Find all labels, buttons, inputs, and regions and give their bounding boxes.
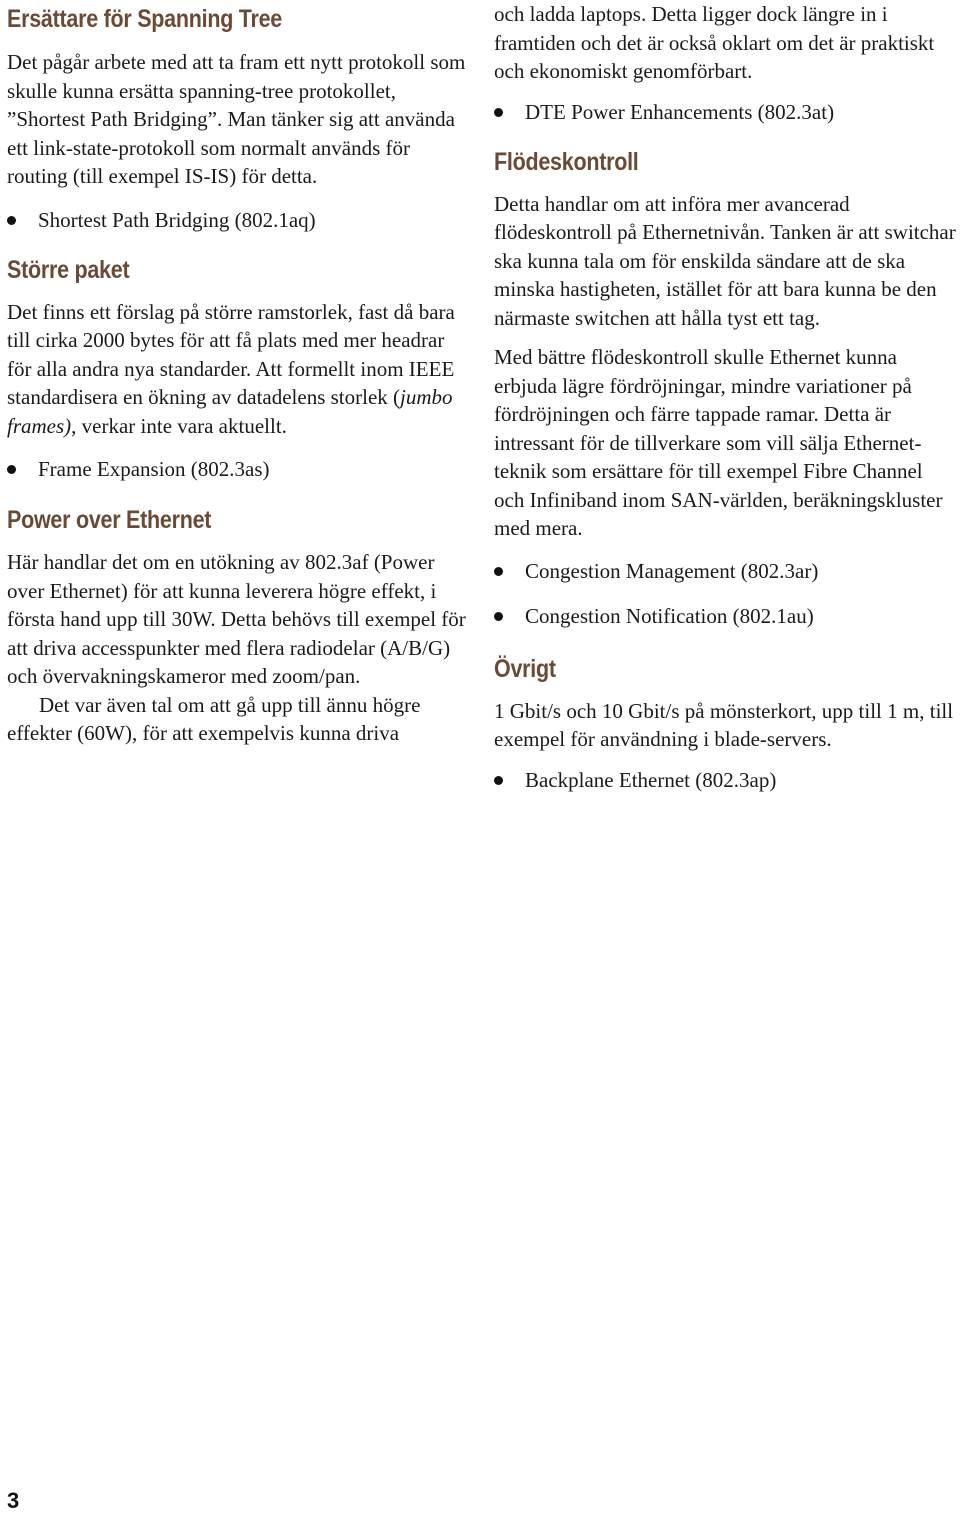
bullet-congestion-notification [494,602,956,630]
left-column [7,0,469,748]
paragraph-spanning-tree: Det pågår arbete med att ta fram ett nytt protokoll som skulle kunna ersätta spanning-tree protokollet, ”Shortest Path Bridging”. Man tänker sig att använda ett link-state-protokoll som normalt används för routing (till exempel IS-IS) för detta. [7,50,466,188]
bullet-label: Frame Expansion (802.3as) [38,457,270,481]
paragraph-poe-1: Här handlar det om en utökning av 802.3af (Power over Ethernet) för att kunna leverera högre effekt, i första hand upp till 30W. Detta behövs till exempel för att driva accesspunkter med flera radiodelar (A/B/G) och övervakningskameror med zoom/pan. [7,550,466,688]
paragraph-storre-paket: Det finns ett förslag på större ramstorlek, fast då bara till cirka 2000 bytes för att få plats med mer headrar för alla andra nya standarder. Att formellt inom IEEE standardisera en ökning av datadelens storlek (jumbo frames), verkar inte vara aktuellt. [7,299,455,438]
jumbo-frames-emphasis: jumbo frames) [7,385,453,438]
paragraph-ovrigt: 1 Gbit/s och 10 Gbit/s på mönsterkort, upp till 1 m, till exempel för användning i blade-servers. [494,698,954,751]
right-column [494,0,956,794]
bullet-label: Shortest Path Bridging (802.1aq) [38,207,316,232]
page-number: 3 [7,1488,20,1513]
bullet-dot-icon [494,108,503,117]
paragraph-flodeskontroll-1: Detta handlar om att införa mer avancerad flödeskontroll på Ethernetnivån. Tanken är att switchar ska kunna tala om för enskilda sändare att de ska minska hastigheten, istället för att bara kunna be den närmaste switchen att hålla tyst ett tag. [494,191,956,330]
bullet-label: Backplane Ethernet (802.3ap) [525,767,777,792]
bullet-label: DTE Power Enhancements (802.3at) [525,99,835,124]
section-heading-flodeskontroll: Flödeskontroll [494,147,639,176]
paragraph-poe-continued: och ladda laptops. Detta ligger dock längre in i framtiden och det är också oklart om det är praktiskt och ekonomiskt genomförbart. [494,2,935,83]
bullet-dot-icon [7,216,16,225]
section-heading-poe: Power over Ethernet [7,506,212,534]
paragraph-poe-2: Det var även tal om att gå upp till ännu högre effekter (60W), för att exempelvis kunna driva [7,692,421,745]
section-heading-ovrigt: Övrigt [494,654,556,683]
bullet-dot-icon [7,465,16,474]
bullet-congestion-management [494,557,956,585]
bullet-backplane-ethernet [494,766,956,794]
bullet-dte-power [494,98,956,126]
section-heading-spanning-tree: Ersättare för Spanning Tree [7,5,283,33]
bullet-dot-icon [494,612,503,621]
bullet-frame-expansion [7,455,469,483]
paragraph-flodeskontroll-2: Med bättre flödeskontroll skulle Ethernet kunna erbjuda lägre fördröjningar, mindre variationer på fördröjningen och färre tappade ramar. Detta är intressant för de tillverkare som vill sälja Ethernet-teknik som ersättare för till exempel Fibre Channel och Infiniband inom SAN-världen, beräkningskluster med mera. [494,345,943,540]
bullet-dot-icon [494,776,503,785]
bullet-label: Congestion Management (802.3ar) [525,558,819,583]
section-heading-storre-paket: Större paket [7,255,130,284]
bullet-shortest-path [7,206,469,234]
bullet-label: Congestion Notification (802.1au) [525,603,814,628]
bullet-dot-icon [494,567,503,576]
